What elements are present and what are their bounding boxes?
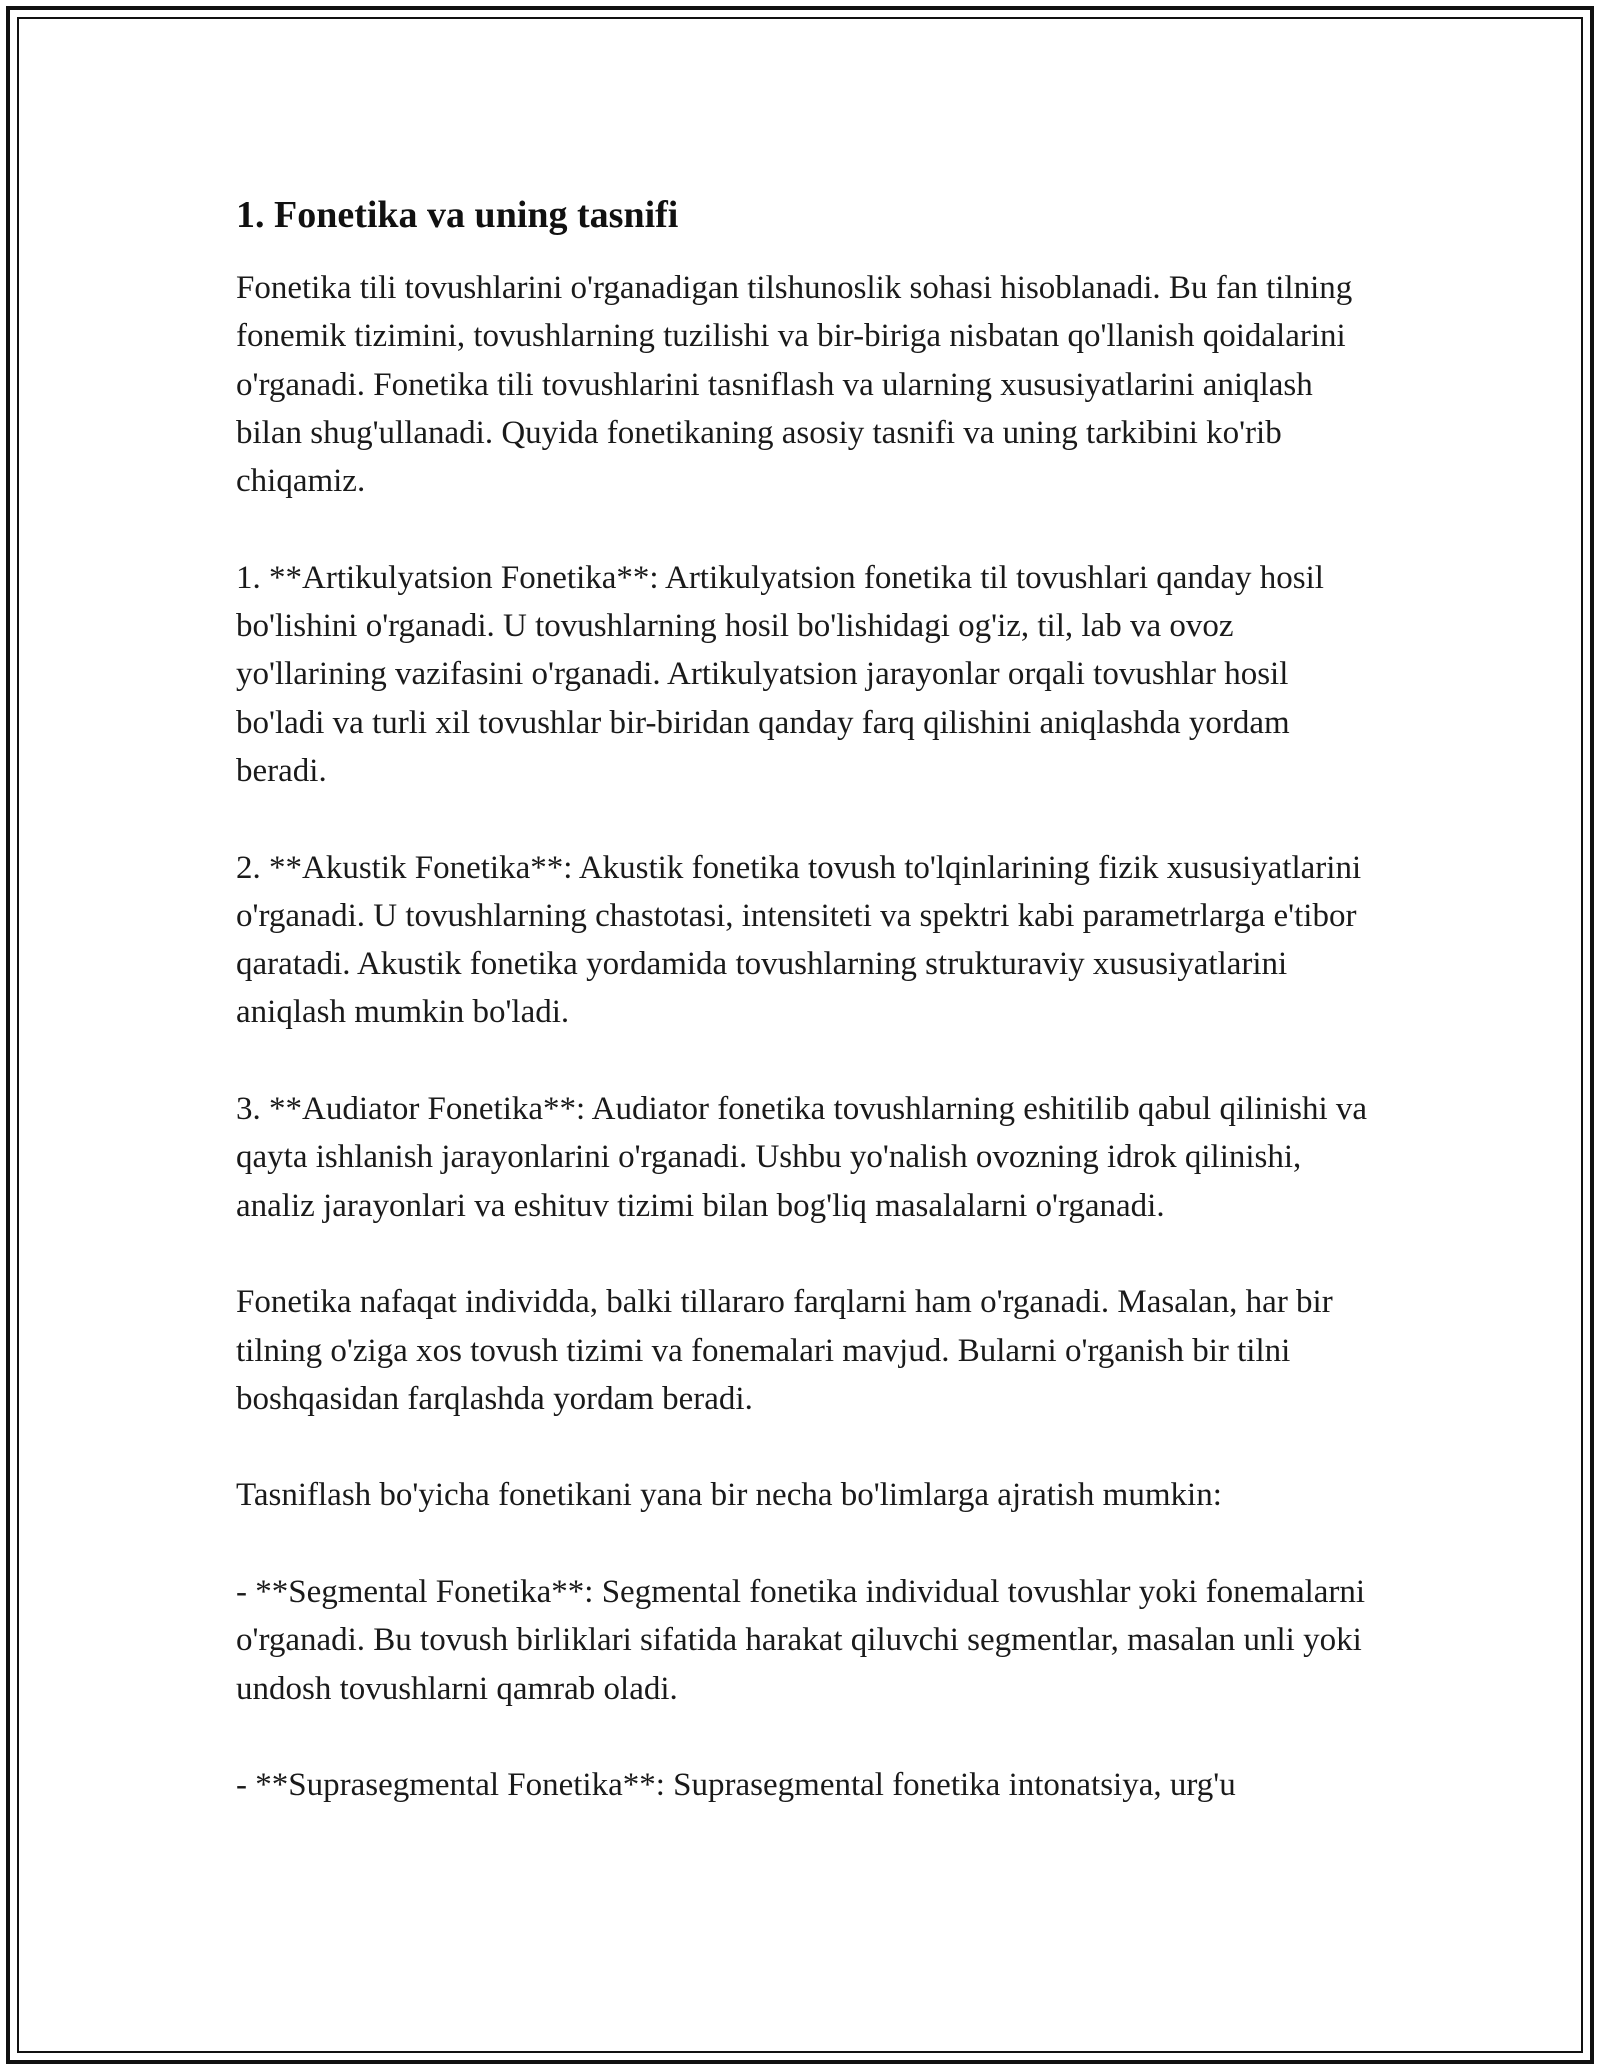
paragraph-articulatory: 1. **Artikulyatsion Fonetika**: Artikulyatsion fonetika til tovushlari qanday hosil bo'lishini o'rganadi. U tovushlarning hosil bo'lishidagi og'iz, til, lab va ovoz yo'llarining vazifasini o'rganadi. Artikulyatsion jarayonlar orqali tovushlar hosil bo'ladi va turli xil tovushlar bir-biridan qanday farq qilishini aniqlashda yordam beradi. <box>236 559 1324 789</box>
paragraph-auditory: 3. **Audiator Fonetika**: Audiator fonetika tovushlarning eshitilib qabul qilinishi va qayta ishlanish jarayonlarini o'rganadi. Ushbu yo'nalish ovozning idrok qilinishi, analiz jarayonlari va eshituv tizimi bilan bog'liq masalalarni o'rganadi. <box>236 1091 1368 1224</box>
paragraph-interlingual: Fonetika nafaqat individda, balki tillararo farqlarni ham o'rganadi. Masalan, har bir tilning o'ziga xos tovush tizimi va fonemalari mavjud. Bularni o'rganish bir tilni boshqasidan farqlashda yordam beradi. <box>236 1284 1333 1417</box>
paragraph-intro: Fonetika tili tovushlarini o'rganadigan tilshunoslik sohasi hisoblanadi. Bu fan tilning fonemik tizimini, tovushlarning tuzilishi va bir-biriga nisbatan qo'llanish qoidalarini o'rganadi. Fonetika tili tovushlarini tasniflash va ularning xususiyatlarini aniqlash bilan shug'ullanadi. Quyida fonetikaning asosiy tasnifi va uning tarkibini ko'rib chiqamiz. <box>236 270 1353 500</box>
paragraph-segmental: - **Segmental Fonetika**: Segmental fonetika individual tovushlar yoki fonemalarni o'rganadi. Bu tovush birliklari sifatida harakat qiluvchi segmentlar, masalan unli yoki undosh tovushlarni qamrab oladi. <box>236 1574 1366 1707</box>
paragraph-classification-intro: Tasniflash bo'yicha fonetikani yana bir necha bo'limlarga ajratish mumkin: <box>236 1477 1222 1514</box>
paragraph-suprasegmental: - **Suprasegmental Fonetika**: Suprasegmental fonetika intonatsiya, urg'u <box>236 1767 1236 1804</box>
document-title: 1. Fonetika va uning tasnifi <box>236 194 679 236</box>
paragraph-acoustic: 2. **Akustik Fonetika**: Akustik fonetika tovush to'lqinlarining fizik xususiyatlarini o'rganadi. U tovushlarning chastotasi, intensiteti va spektri kabi parametrlarga e'tibor qaratadi. Akustik fonetika yordamida tovushlarning strukturaviy xususiyatlarini aniqlash mumkin bo'ladi. <box>236 849 1362 1031</box>
document-body <box>236 184 1376 1858</box>
